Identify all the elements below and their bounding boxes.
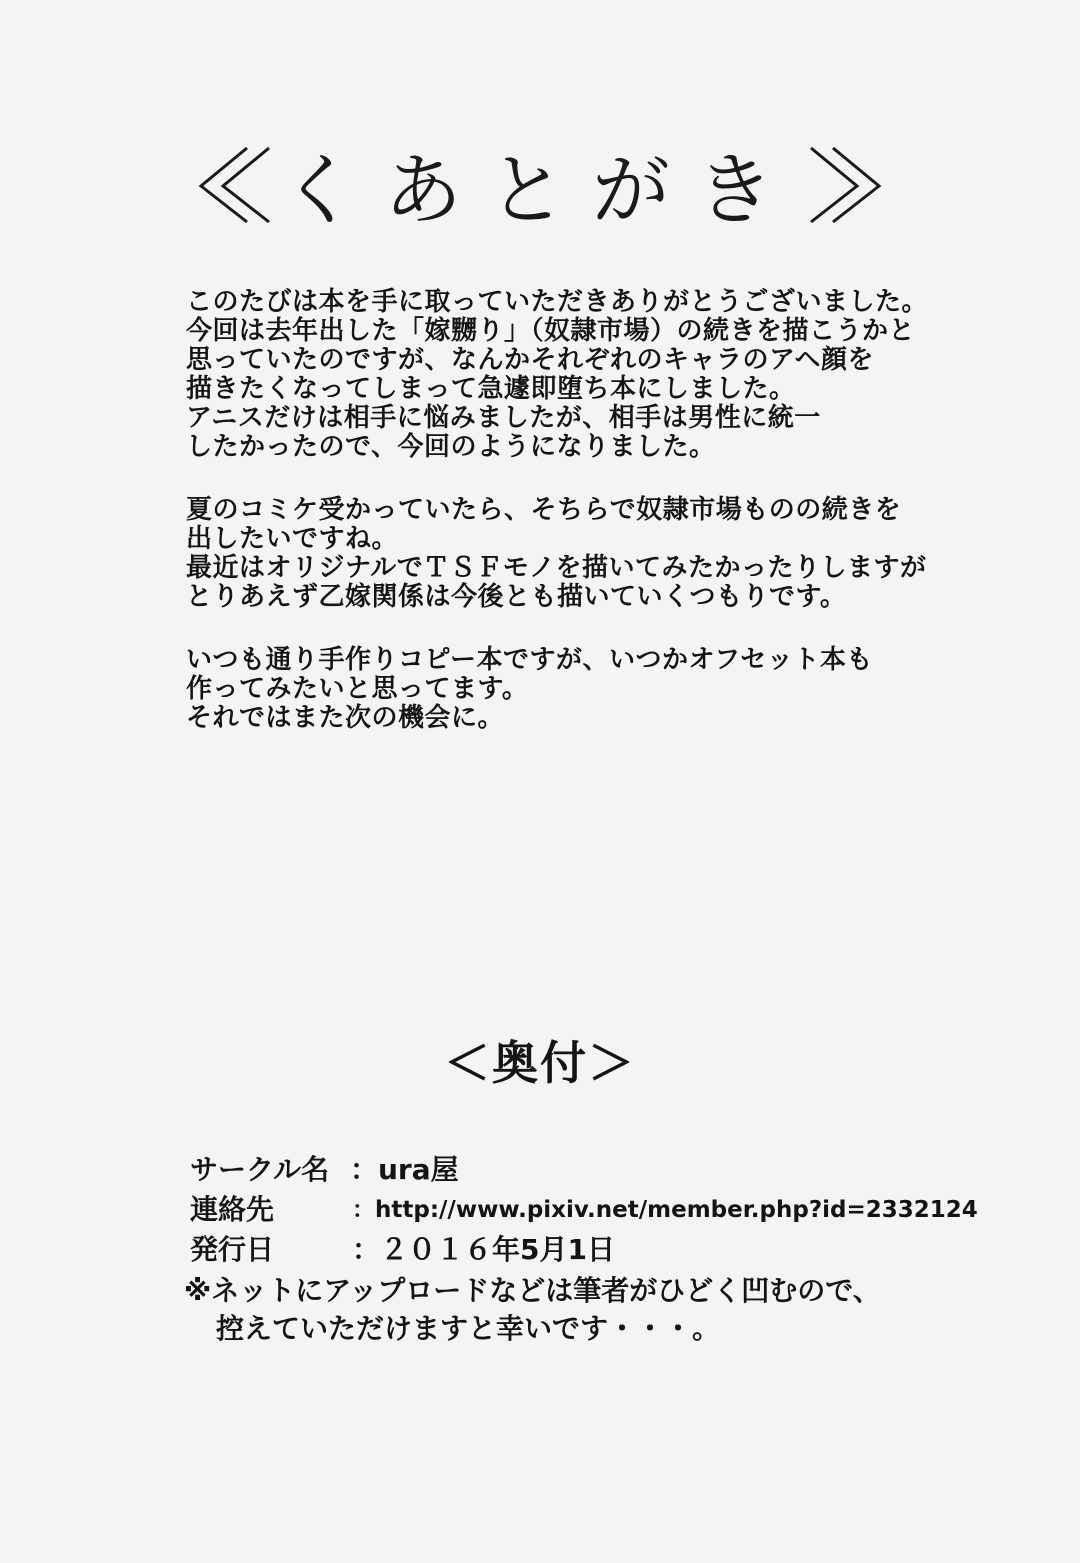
afterword-line: それではまた次の機会に。: [186, 703, 505, 733]
double-angle-left-icon: [189, 142, 275, 226]
afterword-paragraph: [186, 496, 946, 612]
afterword-title: [0, 128, 1080, 240]
afterword-line: 描きたくなってしまって急遽即堕ち本にしました。: [186, 374, 796, 404]
colophon-block: [184, 1150, 990, 1348]
circle-name-row: [190, 1150, 990, 1190]
afterword-line: したかったので、今回のようになりました。: [186, 432, 716, 462]
afterword-line: いつも通り手作りコピー本ですが、いつかオフセット本も: [186, 645, 873, 675]
afterword-line: アニスだけは相手に悩みましたが、相手は男性に統一: [186, 403, 821, 433]
afterword-line: 出したいですね。: [186, 524, 399, 554]
afterword-line: とりあえず乙嫁関係は今後とも描いていくつもりです。: [186, 582, 847, 612]
publish-date-value: ：２０１６年5月1日: [352, 1233, 615, 1266]
publish-date-row: [190, 1230, 990, 1270]
upload-notice-line: 控えていただけますと幸いです・・・。: [216, 1312, 721, 1345]
afterword-line: 今回は去年出した「嫁嬲り」（奴隷市場）の続きを描こうかと: [186, 316, 916, 346]
afterword-body: [186, 288, 946, 767]
afterword-line: 思っていたのですが、なんかそれぞれのキャラのアヘ顔を: [186, 345, 874, 375]
afterword-line: このたびは本を手に取っていただきありがとうございました。: [186, 287, 929, 317]
afterword-line: 夏のコミケ受かっていたら、そちらで奴隷市場ものの続きを: [186, 495, 902, 525]
afterword-paragraph: [186, 288, 946, 462]
afterword-line: 作ってみたいと思ってます。: [186, 674, 529, 704]
contact-row: [190, 1190, 990, 1230]
double-angle-right-icon: [805, 142, 891, 226]
colophon-heading: ＜奥付＞: [444, 1036, 636, 1090]
contact-url: ：http://www.pixiv.net/member.php?id=2332124: [352, 1197, 978, 1223]
afterword-title-text: くあとがき: [279, 146, 800, 236]
contact-label: 連絡先: [190, 1193, 275, 1226]
upload-notice: [184, 1272, 984, 1348]
afterword-paragraph: [186, 646, 946, 733]
circle-name-label: サークル名: [190, 1153, 330, 1186]
afterword-line: 最近はオリジナルでＴＳＦモノを描いてみたかったりしますが: [186, 553, 927, 583]
circle-name-value: ：ura屋: [350, 1153, 459, 1186]
publish-date-label: 発行日: [190, 1233, 275, 1266]
upload-notice-line: ※ネットにアップロードなどは筆者がひどく凹むので、: [184, 1274, 881, 1307]
